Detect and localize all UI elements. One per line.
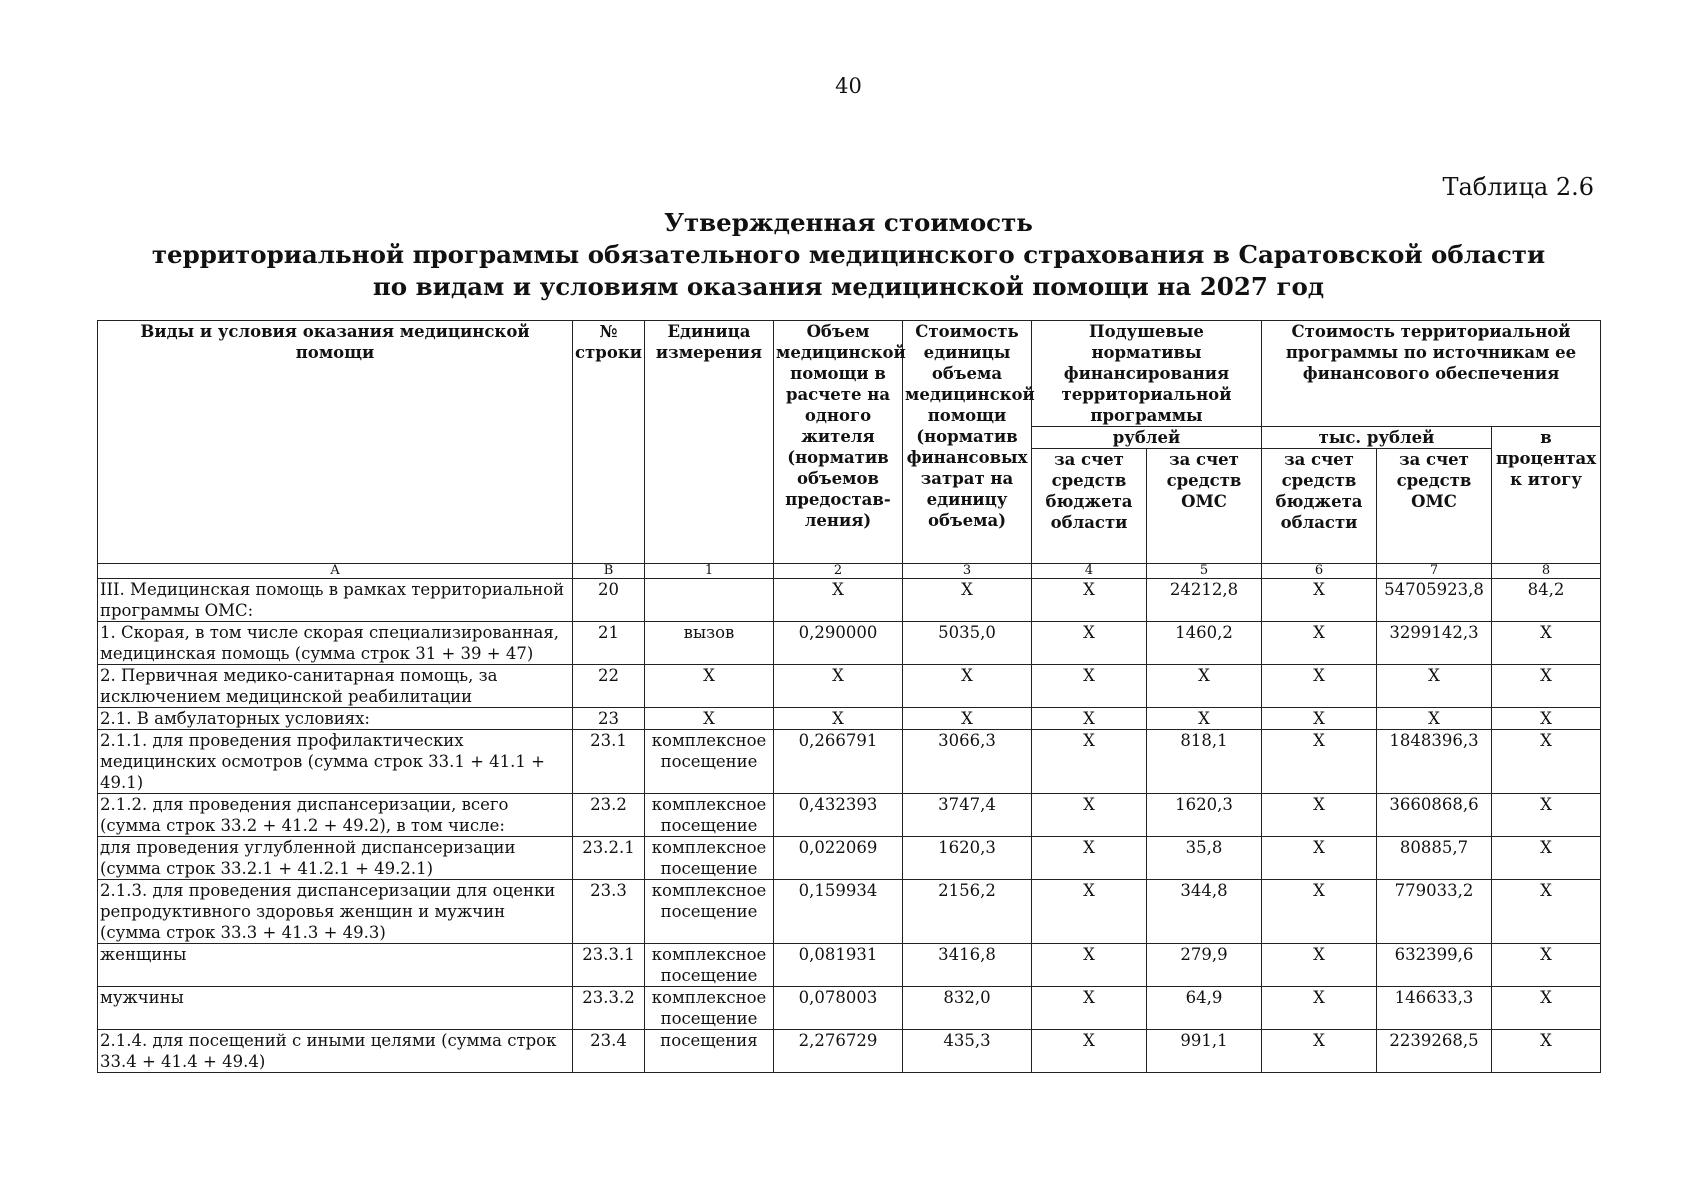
- table-row: [98, 880, 1601, 944]
- cell-tc-oms: 1848396,3: [1377, 730, 1492, 794]
- cell-tc-oms: 632399,6: [1377, 944, 1492, 987]
- cell-pc-budget: Х: [1032, 579, 1147, 622]
- cell-pc-budget: Х: [1032, 837, 1147, 880]
- cell-unit-cost: 832,0: [903, 987, 1032, 1030]
- cell-volume: 0,081931: [774, 944, 903, 987]
- header-pc-budget: за счет средств бюджета области: [1032, 449, 1147, 564]
- cell-name: 2.1.3. для проведения диспансеризации для оценки репродуктивного здоровья женщин и мужчин (сумма строк 33.3 + 41.3 + 49.3): [98, 880, 573, 944]
- cell-unit: комплексное посещение: [645, 837, 774, 880]
- header-thousand-rubles: тыс. рублей: [1262, 427, 1492, 449]
- table-row: [98, 730, 1601, 794]
- cell-tc-oms: 3660868,6: [1377, 794, 1492, 837]
- cell-percent: Х: [1492, 1030, 1601, 1073]
- column-number: 6: [1262, 564, 1377, 579]
- table-row: [98, 837, 1601, 880]
- cell-name: 2.1.2. для проведения диспансеризации, всего (сумма строк 33.2 + 41.2 + 49.2), в том числе:: [98, 794, 573, 837]
- cell-pc-budget: Х: [1032, 708, 1147, 730]
- cell-unit: комплексное посещение: [645, 944, 774, 987]
- cell-pc-oms: 1620,3: [1147, 794, 1262, 837]
- cell-unit: комплексное посещение: [645, 880, 774, 944]
- cell-tc-budget: Х: [1262, 708, 1377, 730]
- table-row: [98, 708, 1601, 730]
- cell-tc-budget: Х: [1262, 665, 1377, 708]
- table-row: [98, 987, 1601, 1030]
- column-number: А: [98, 564, 573, 579]
- cell-volume: 2,276729: [774, 1030, 903, 1073]
- cell-volume: 0,022069: [774, 837, 903, 880]
- cell-tc-oms: Х: [1377, 708, 1492, 730]
- cell-pc-oms: 64,9: [1147, 987, 1262, 1030]
- cell-unit-cost: Х: [903, 665, 1032, 708]
- cell-name: 1. Скорая, в том числе скорая специализированная, медицинская помощь (сумма строк 31 + 39 + 47): [98, 622, 573, 665]
- cell-name: III. Медицинская помощь в рамках территориальной программы ОМС:: [98, 579, 573, 622]
- cell-pc-oms: 24212,8: [1147, 579, 1262, 622]
- cell-pc-oms: 35,8: [1147, 837, 1262, 880]
- cell-tc-oms: 2239268,5: [1377, 1030, 1492, 1073]
- cell-pc-oms: Х: [1147, 665, 1262, 708]
- header-rubles: рублей: [1032, 427, 1262, 449]
- cell-pc-oms: 279,9: [1147, 944, 1262, 987]
- cell-volume: Х: [774, 579, 903, 622]
- cell-pc-oms: 991,1: [1147, 1030, 1262, 1073]
- table-row: [98, 1030, 1601, 1073]
- cell-unit: комплексное посещение: [645, 730, 774, 794]
- cell-row-number: 23.2.1: [573, 837, 645, 880]
- cell-unit: [645, 579, 774, 622]
- cell-percent: 84,2: [1492, 579, 1601, 622]
- cell-row-number: 22: [573, 665, 645, 708]
- cell-row-number: 21: [573, 622, 645, 665]
- cell-unit-cost: 1620,3: [903, 837, 1032, 880]
- cell-volume: 0,290000: [774, 622, 903, 665]
- header-volume: Объем медицинской помощи в расчете на одного жителя (норматив объемов предостав-ления): [774, 321, 903, 564]
- table-row: [98, 794, 1601, 837]
- cell-tc-oms: 54705923,8: [1377, 579, 1492, 622]
- cell-pc-budget: Х: [1032, 665, 1147, 708]
- header-per-capita: Подушевые нормативы финансирования территориальной программы: [1032, 321, 1262, 427]
- table-row: [98, 665, 1601, 708]
- cell-pc-budget: Х: [1032, 794, 1147, 837]
- cell-name: 2.1. В амбулаторных условиях:: [98, 708, 573, 730]
- cell-tc-budget: Х: [1262, 837, 1377, 880]
- table-caption: Таблица 2.6: [1442, 173, 1594, 201]
- cell-unit-cost: 3747,4: [903, 794, 1032, 837]
- cell-name: 2.1.4. для посещений с иными целями (сумма строк 33.4 + 41.4 + 49.4): [98, 1030, 573, 1073]
- cell-pc-budget: Х: [1032, 944, 1147, 987]
- header-tc-oms: за счет средств ОМС: [1377, 449, 1492, 564]
- column-number: 1: [645, 564, 774, 579]
- cell-percent: Х: [1492, 987, 1601, 1030]
- cell-unit: Х: [645, 708, 774, 730]
- cell-pc-budget: Х: [1032, 987, 1147, 1030]
- cell-tc-oms: 779033,2: [1377, 880, 1492, 944]
- cell-pc-oms: 818,1: [1147, 730, 1262, 794]
- cell-tc-budget: Х: [1262, 944, 1377, 987]
- cell-pc-budget: Х: [1032, 880, 1147, 944]
- cell-unit-cost: 5035,0: [903, 622, 1032, 665]
- cell-row-number: 23.3.1: [573, 944, 645, 987]
- cell-pc-oms: 1460,2: [1147, 622, 1262, 665]
- cell-pc-budget: Х: [1032, 730, 1147, 794]
- cell-volume: 0,266791: [774, 730, 903, 794]
- header-types: Виды и условия оказания медицинской помощи: [98, 321, 573, 564]
- cell-row-number: 23.3.2: [573, 987, 645, 1030]
- column-number: В: [573, 564, 645, 579]
- cell-name: мужчины: [98, 987, 573, 1030]
- column-number: 2: [774, 564, 903, 579]
- cell-tc-budget: Х: [1262, 579, 1377, 622]
- header-percent: в процентах к итогу: [1492, 427, 1601, 564]
- cost-table: [97, 320, 1601, 1073]
- cell-pc-oms: Х: [1147, 708, 1262, 730]
- cell-unit-cost: 2156,2: [903, 880, 1032, 944]
- cell-tc-budget: Х: [1262, 880, 1377, 944]
- cell-percent: Х: [1492, 794, 1601, 837]
- cell-tc-budget: Х: [1262, 987, 1377, 1030]
- title-line-1: Утвержденная стоимость: [664, 208, 1033, 237]
- cell-percent: Х: [1492, 622, 1601, 665]
- cell-unit-cost: 3416,8: [903, 944, 1032, 987]
- cell-unit: посещения: [645, 1030, 774, 1073]
- page-number: 40: [835, 74, 862, 98]
- column-number: 5: [1147, 564, 1262, 579]
- cell-percent: Х: [1492, 837, 1601, 880]
- header-unit-cost: Стоимость единицы объема медицинской помощи (норматив финансовых затрат на единицу объема): [903, 321, 1032, 564]
- cell-percent: Х: [1492, 665, 1601, 708]
- header-unit: Единица измерения: [645, 321, 774, 564]
- cell-row-number: 23.3: [573, 880, 645, 944]
- column-number: 4: [1032, 564, 1147, 579]
- header-tc-budget: за счет средств бюджета области: [1262, 449, 1377, 564]
- cell-name: для проведения углубленной диспансеризации (сумма строк 33.2.1 + 41.2.1 + 49.2.1): [98, 837, 573, 880]
- cell-unit-cost: 435,3: [903, 1030, 1032, 1073]
- column-numbers-row: [98, 564, 1601, 579]
- cell-name: женщины: [98, 944, 573, 987]
- cell-unit: комплексное посещение: [645, 794, 774, 837]
- cell-tc-oms: 80885,7: [1377, 837, 1492, 880]
- cell-tc-budget: Х: [1262, 622, 1377, 665]
- column-number: 3: [903, 564, 1032, 579]
- cell-percent: Х: [1492, 944, 1601, 987]
- document-title: [0, 207, 1697, 303]
- cell-tc-budget: Х: [1262, 730, 1377, 794]
- column-number: 8: [1492, 564, 1601, 579]
- cell-unit: Х: [645, 665, 774, 708]
- cell-percent: Х: [1492, 708, 1601, 730]
- header-row-number: № строки: [573, 321, 645, 564]
- table-row: [98, 622, 1601, 665]
- cell-tc-oms: 146633,3: [1377, 987, 1492, 1030]
- cell-name: 2.1.1. для проведения профилактических медицинских осмотров (сумма строк 33.1 + 41.1 + 49.1): [98, 730, 573, 794]
- header-pc-oms: за счет средств ОМС: [1147, 449, 1262, 564]
- cell-unit-cost: 3066,3: [903, 730, 1032, 794]
- cell-name: 2. Первичная медико-санитарная помощь, за исключением медицинской реабилитации: [98, 665, 573, 708]
- cell-row-number: 20: [573, 579, 645, 622]
- cell-unit-cost: Х: [903, 708, 1032, 730]
- cell-volume: 0,159934: [774, 880, 903, 944]
- cell-unit-cost: Х: [903, 579, 1032, 622]
- cell-row-number: 23.2: [573, 794, 645, 837]
- header-program-cost: Стоимость территориальной программы по источникам ее финансового обеспечения: [1262, 321, 1601, 427]
- cell-volume: Х: [774, 665, 903, 708]
- title-line-3: по видам и условиям оказания медицинской помощи на 2027 год: [372, 272, 1325, 301]
- cell-percent: Х: [1492, 880, 1601, 944]
- table-row: [98, 944, 1601, 987]
- cell-unit: комплексное посещение: [645, 987, 774, 1030]
- cell-volume: 0,078003: [774, 987, 903, 1030]
- cell-unit: вызов: [645, 622, 774, 665]
- cell-tc-budget: Х: [1262, 1030, 1377, 1073]
- cell-percent: Х: [1492, 730, 1601, 794]
- cell-row-number: 23: [573, 708, 645, 730]
- title-line-2: территориальной программы обязательного медицинского страхования в Саратовской области: [151, 240, 1546, 269]
- cell-pc-budget: Х: [1032, 622, 1147, 665]
- cell-pc-oms: 344,8: [1147, 880, 1262, 944]
- cell-row-number: 23.4: [573, 1030, 645, 1073]
- cell-tc-oms: 3299142,3: [1377, 622, 1492, 665]
- cell-volume: 0,432393: [774, 794, 903, 837]
- cell-row-number: 23.1: [573, 730, 645, 794]
- cell-volume: Х: [774, 708, 903, 730]
- cell-pc-budget: Х: [1032, 1030, 1147, 1073]
- table-row: [98, 579, 1601, 622]
- cell-tc-oms: Х: [1377, 665, 1492, 708]
- cell-tc-budget: Х: [1262, 794, 1377, 837]
- column-number: 7: [1377, 564, 1492, 579]
